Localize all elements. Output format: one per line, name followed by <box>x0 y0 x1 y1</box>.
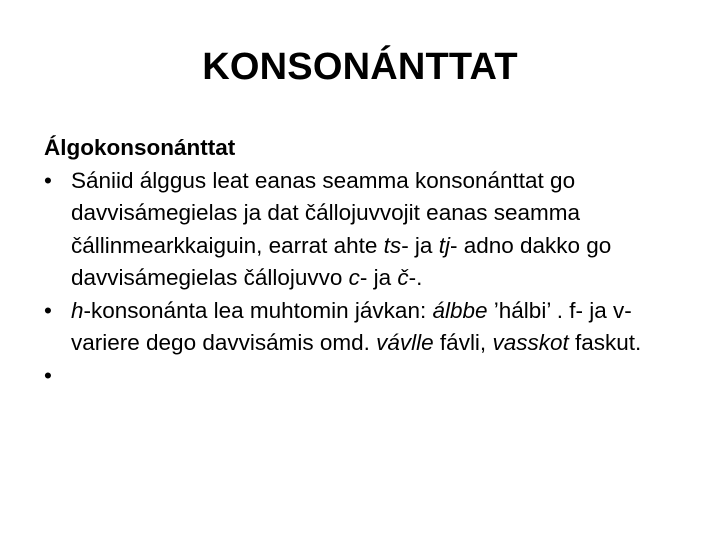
bullet-item-2 <box>44 295 704 360</box>
bullet-2-italic-vavlle: vávlle <box>376 330 434 355</box>
bullet-1-italic-ts: ts <box>383 232 402 258</box>
bullet-icon: • <box>44 297 52 323</box>
bullet-2-text-3: fávli, <box>433 330 493 355</box>
bullet-1-italic-c: c <box>348 265 360 290</box>
bullet-2-italic-vasskot: vasskot <box>492 330 569 355</box>
bullet-2-text-4: faskut. <box>568 330 642 355</box>
bullet-1-text-3: - adno dakko go davvisámegielas čállojuvvo <box>71 232 612 290</box>
section-heading: Álgokonsonánttat <box>44 135 236 160</box>
bullet-1-italic-c-caron: č <box>397 265 409 290</box>
bullet-1-text-5: -. <box>408 265 423 290</box>
slide-body <box>44 132 704 392</box>
bullet-2-text-2: ’hálbi’ . f- ja v- variere dego davvisámis omd. <box>71 297 632 355</box>
bullet-1-text-4: - ja <box>359 265 398 290</box>
slide-title: KONSONÁNTTAT <box>202 46 518 88</box>
bullet-2-italic-albbe: álbbe <box>432 297 488 323</box>
bullet-1-text: Sániid álggus leat eanas seamma konsonánttat go davvisámegielas ja dat čállojuvvojit eanas seamma čállinmearkkaiguin, earrat ahte <box>71 167 581 258</box>
bullet-icon: • <box>44 362 52 388</box>
bullet-item-1 <box>44 165 704 295</box>
bullet-2-text: -konsonánta lea muhtomin jávkan: <box>83 297 433 323</box>
bullet-1-italic-tj: tj <box>438 232 450 258</box>
bullet-item-3-empty <box>44 360 704 393</box>
bullet-1-text-2: - ja <box>401 232 439 258</box>
bullet-icon: • <box>44 167 52 193</box>
bullet-2-italic-h: h <box>71 297 84 323</box>
